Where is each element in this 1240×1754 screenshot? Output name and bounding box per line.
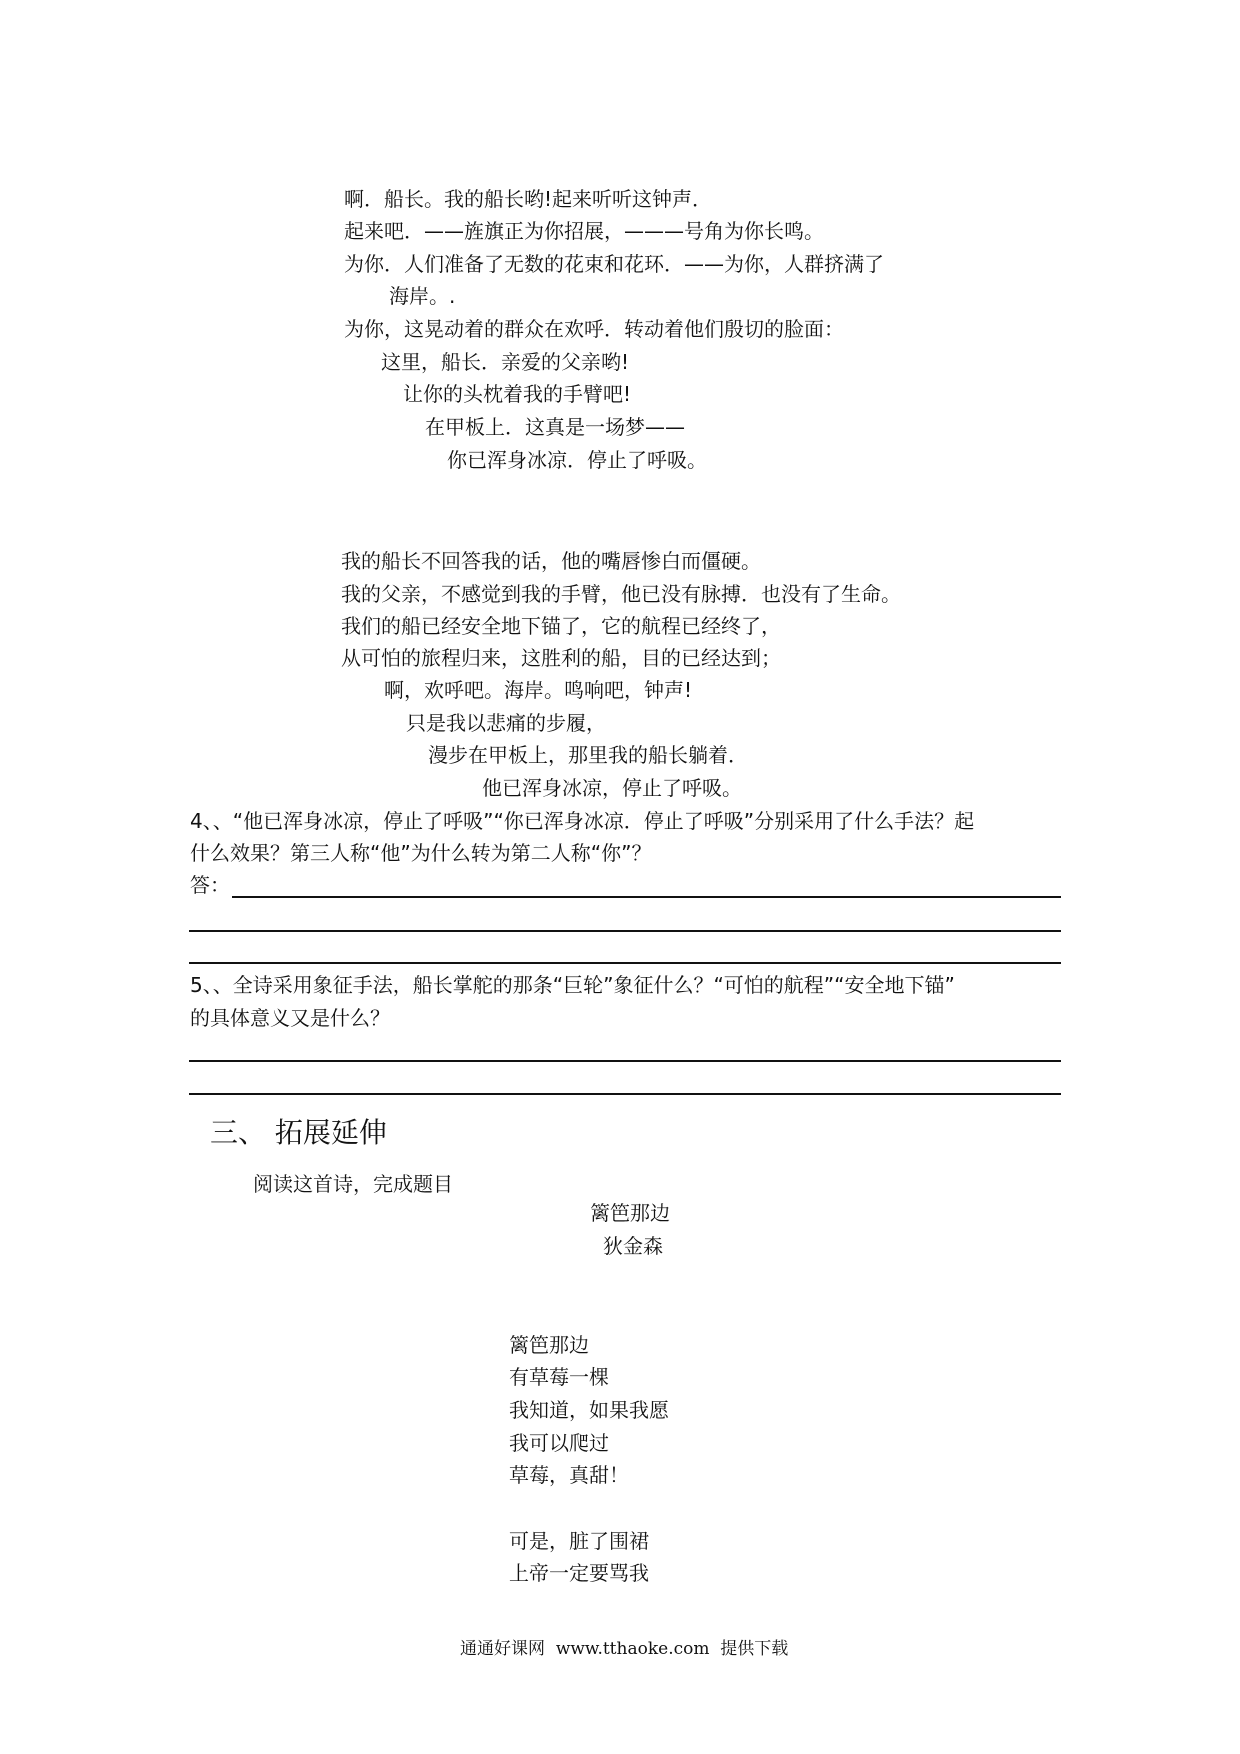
question-text: 4、、“他已浑身冰凉，停止了呼吸”“你已浑身冰凉．停止了呼吸”分别采用了什么手法？起: [190, 809, 975, 833]
poem-line: 在甲板上．这真是一场梦——: [425, 415, 685, 439]
poem-line: 我的父亲，不感觉到我的手臂，他已没有脉搏．也没有了生命。: [341, 582, 901, 606]
poem-line: 只是我以悲痛的步履，: [406, 711, 606, 735]
question-text: 的具体意义又是什么？: [190, 1006, 390, 1030]
answer-line[interactable]: [189, 1093, 1061, 1095]
instruction-text: 阅读这首诗，完成题目: [253, 1172, 453, 1196]
poem-line: 我的船长不回答我的话，他的嘴唇惨白而僵硬。: [341, 549, 761, 573]
poem-line: 从可怕的旅程归来，这胜利的船，目的已经达到；: [341, 646, 781, 670]
poem-line: 起来吧．——旌旗正为你招展，———号角为你长鸣。: [344, 219, 824, 243]
section-heading: 三、 拓展延伸: [210, 1116, 387, 1149]
poem-line: 啊，欢呼吧。海岸。鸣响吧，钟声!: [384, 678, 693, 702]
answer-label: 答：: [190, 873, 230, 897]
footer-url[interactable]: www.tthaoke.com: [555, 1639, 710, 1659]
poem-title: 篱笆那边: [590, 1201, 670, 1225]
page-footer: [460, 1637, 788, 1661]
answer-line[interactable]: [189, 930, 1061, 932]
answer-line[interactable]: [232, 896, 1061, 898]
poem-line: 上帝一定要骂我: [509, 1561, 649, 1585]
poem-line: 他已浑身冰凉，停止了呼吸。: [482, 776, 742, 800]
poem-line: 啊．船长。我的船长哟!起来听听这钟声．: [344, 187, 713, 211]
question-text: 什么效果？第三人称“他”为什么转为第二人称“你”？: [190, 841, 652, 865]
question-text: 5、、全诗采用象征手法，船长掌舵的那条“巨轮”象征什么？“可怕的航程”“安全地下锚”: [190, 973, 955, 997]
poem-line: 我知道，如果我愿: [509, 1398, 669, 1422]
answer-line[interactable]: [189, 1060, 1061, 1062]
poem-line: 让你的头枕着我的手臂吧!: [403, 382, 632, 406]
poem-line: 你已浑身冰凉．停止了呼吸。: [447, 448, 707, 472]
poem-line: 草莓，真甜！: [509, 1463, 629, 1487]
poem-line: 为你．人们准备了无数的花束和花环．——为你，人群挤满了: [344, 252, 884, 276]
poem-line: 我可以爬过: [509, 1431, 609, 1455]
poem-line: 可是，脏了围裙: [509, 1529, 649, 1553]
poem-line: 海岸。.: [389, 284, 456, 308]
poem-line: 我们的船已经安全地下锚了，它的航程已经终了，: [341, 614, 781, 638]
footer-site-name: 通通好课网: [460, 1639, 545, 1659]
poem-line: 为你，这晃动着的群众在欢呼．转动着他们殷切的脸面：: [344, 317, 844, 341]
poem-line: 有草莓一棵: [509, 1365, 609, 1389]
footer-suffix: 提供下载: [720, 1639, 789, 1659]
poem-line: 这里，船长．亲爱的父亲哟!: [381, 350, 630, 374]
answer-line[interactable]: [189, 962, 1061, 964]
poem-line: 篱笆那边: [509, 1333, 589, 1357]
poem-line: 漫步在甲板上，那里我的船长躺着．: [428, 743, 748, 767]
poem-author: 狄金森: [603, 1234, 663, 1258]
